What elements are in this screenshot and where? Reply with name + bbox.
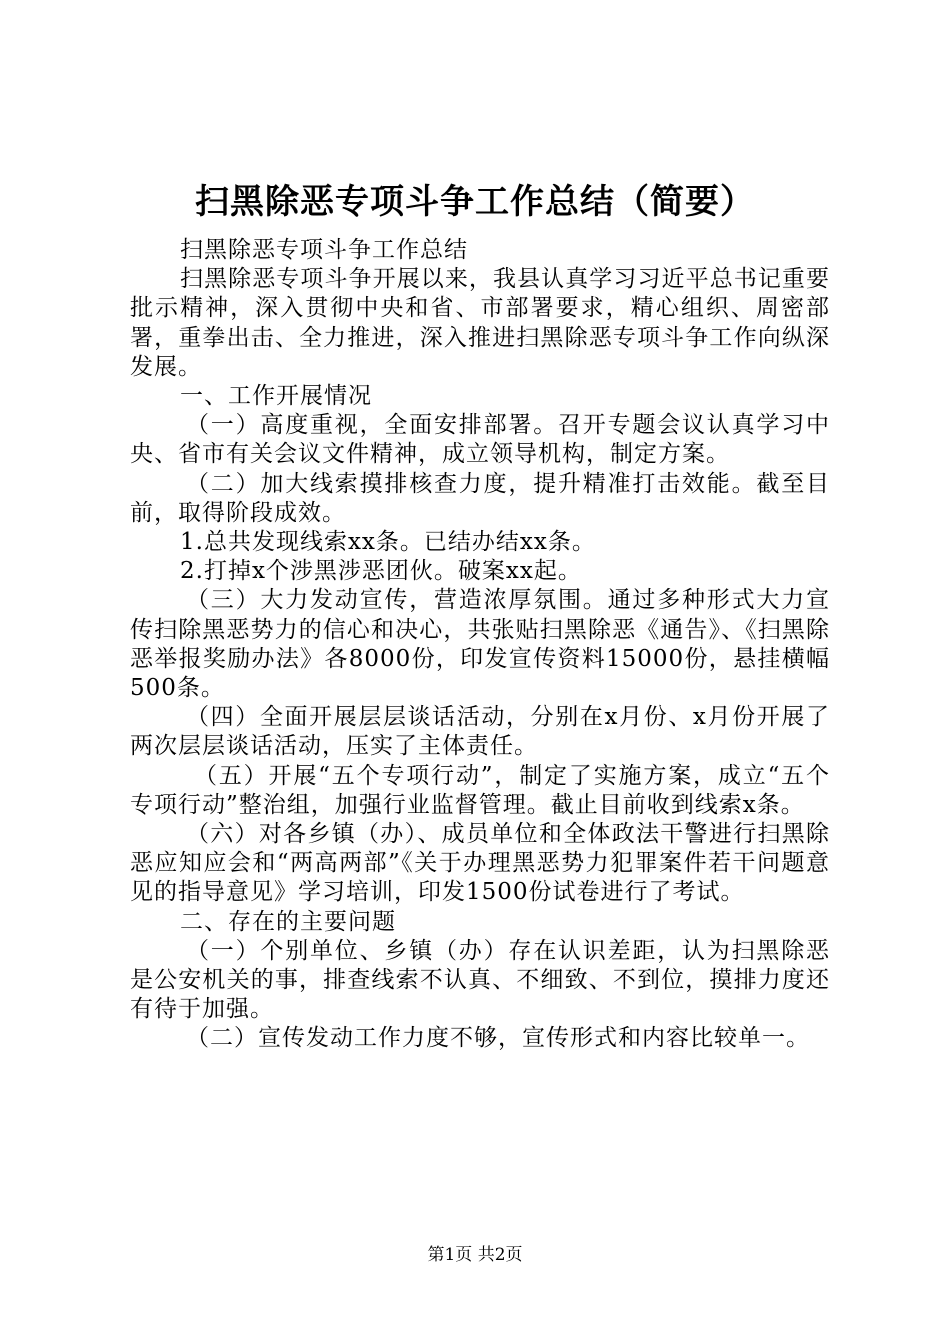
paragraph-subitem-1: 1.总共发现线索xx条。已结办结xx条。 — [180, 529, 596, 556]
section-heading-2: 二、存在的主要问题 — [180, 908, 396, 935]
intro-paragraph: 扫黑除恶专项斗争开展以来，我县认真学习习近平总书记重要批示精神，深入贯彻中央和省、市部署要求，精心组织、周密部署，重拳出击、全力推进，深入推进扫黑除恶专项斗争工作向纵深发展。 — [130, 266, 830, 380]
section-heading-1: 一、工作开展情况 — [180, 383, 372, 410]
paragraph-item-2: （二）加大线索摸排核查力度，提升精准打击效能。截至目前，取得阶段成效。 — [130, 470, 830, 526]
document-title: 扫黑除恶专项斗争工作总结（简要） — [195, 182, 755, 222]
paragraph-item-4: （四）全面开展层层谈话活动，分别在x月份、x月份开展了两次层层谈话活动，压实了主体责任。 — [130, 704, 830, 760]
page-number-footer: 第1页 共2页 — [427, 1245, 523, 1265]
subtitle-paragraph: 扫黑除恶专项斗争工作总结 — [180, 237, 468, 263]
paragraph-problem-1: （一）个别单位、乡镇（办）存在认识差距，认为扫黑除恶是公安机关的事，排查线索不认真、不细致、不到位，摸排力度还有待于加强。 — [130, 937, 830, 1023]
paragraph-item-6: （六）对各乡镇（办）、成员单位和全体政法干警进行扫黑除恶应知应会和“两高两部”《关于办理黑恶势力犯罪案件若干问题意见的指导意见》学习培训，印发1500份试卷进行了考试。 — [130, 821, 830, 906]
paragraph-item-5: （五）开展“五个专项行动”，制定了实施方案，成立“五个专项行动”整治组，加强行业监督管理。截止目前收到线索x条。 — [130, 762, 830, 818]
paragraph-problem-2: （二）宣传发动工作力度不够，宣传形式和内容比较单一。 — [186, 1025, 810, 1052]
paragraph-item-3: （三）大力发动宣传，营造浓厚氛围。通过多种形式大力宣传扫除黑恶势力的信心和决心，共张贴扫黑除恶《通告》、《扫黑除恶举报奖励办法》各8000份，印发宣传资料15000份，悬挂横幅500条。 — [130, 587, 830, 702]
document-body — [130, 236, 830, 1054]
paragraph-item-1: （一）高度重视，全面安排部署。召开专题会议认真学习中央、省市有关会议文件精神，成立领导机构，制定方案。 — [130, 412, 830, 468]
paragraph-subitem-2: 2.打掉x个涉黑涉恶团伙。破案xx起。 — [180, 558, 582, 585]
